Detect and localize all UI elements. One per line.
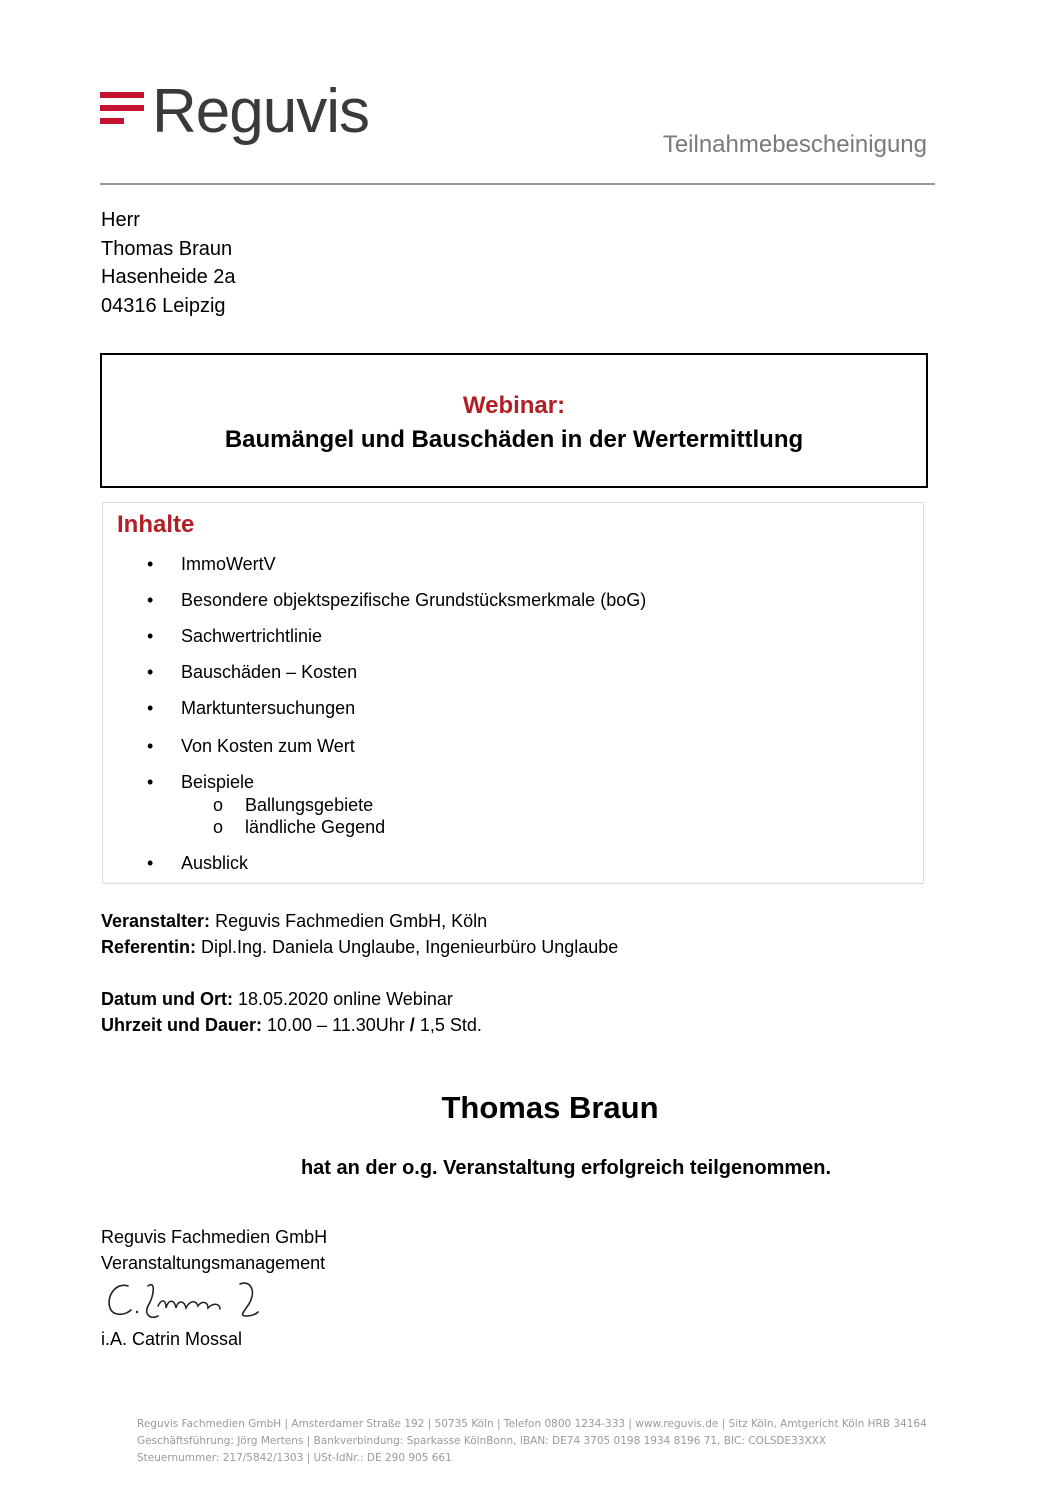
date-label: Datum und Ort:	[101, 989, 233, 1009]
list-item	[147, 772, 255, 793]
list-item-label: Bauschäden – Kosten	[181, 662, 358, 682]
footer-line-bank: Geschäftsführung: Jörg Mertens | Bankverbindung: Sparkasse KölnBonn, IBAN: DE74 3705 0198 1934 8196 71, BIC: COLSDE33XXX	[137, 1435, 827, 1447]
list-item	[147, 662, 358, 683]
logo-wordmark: Reguvis	[152, 77, 369, 146]
list-item-label: Ausblick	[181, 853, 249, 873]
time-label: Uhrzeit und Dauer:	[101, 1015, 263, 1035]
recipient-address	[101, 206, 236, 320]
handwritten-signature	[104, 1276, 260, 1324]
event-kind: Webinar:	[462, 392, 566, 419]
organizer-label: Veranstalter:	[101, 911, 211, 931]
list-item-label: ImmoWertV	[181, 554, 276, 574]
contents-box	[102, 502, 924, 884]
list-item	[147, 590, 647, 611]
list-item-label: Marktuntersuchungen	[181, 698, 356, 718]
bullet-icon: •	[147, 772, 154, 792]
contents-heading: Inhalte	[117, 511, 195, 538]
list-item	[147, 626, 323, 647]
event-title: Baumängel und Bauschäden in der Wertermittlung	[224, 426, 804, 453]
bullet-icon: •	[147, 736, 154, 756]
recipient-name: Thomas Braun	[101, 237, 233, 260]
participant-name: Thomas Braun	[441, 1090, 659, 1125]
date-value: 18.05.2020 online Webinar	[233, 989, 453, 1009]
logo-bars-icon	[100, 92, 144, 126]
speaker-label: Referentin:	[101, 937, 197, 957]
event-title-box	[100, 353, 928, 488]
recipient-salutation: Herr	[101, 209, 140, 231]
sub-list-item	[213, 817, 386, 838]
bullet-icon: •	[147, 853, 154, 873]
document-type: Teilnahmebescheinigung	[662, 131, 927, 158]
sub-list-item	[213, 795, 374, 816]
issuer-company: Reguvis Fachmedien GmbH	[101, 1227, 328, 1247]
reguvis-logo	[100, 77, 380, 156]
time-separator: /	[409, 1015, 415, 1035]
bullet-icon: •	[147, 662, 154, 682]
bullet-icon: •	[147, 698, 154, 718]
list-item-label: Von Kosten zum Wert	[181, 736, 355, 756]
bullet-icon: •	[147, 626, 154, 646]
bullet-icon: •	[147, 554, 154, 574]
organizer-line	[101, 908, 618, 934]
event-details-schedule	[101, 986, 482, 1038]
list-item-label: Beispiele	[181, 772, 255, 792]
list-item	[147, 698, 356, 719]
issuer-department: Veranstaltungsmanagement	[101, 1253, 326, 1273]
footer-line-tax: Steuernummer: 217/5842/1303 | USt-IdNr.: DE 290 905 661	[137, 1452, 452, 1464]
bullet-icon: •	[147, 590, 154, 610]
list-item	[147, 554, 276, 575]
time-line	[101, 1012, 482, 1038]
speaker-value: Dipl.Ing. Daniela Unglaube, Ingenieurbüro Unglaube	[196, 937, 619, 957]
footer	[137, 1416, 927, 1467]
list-item-label: Sachwertrichtlinie	[181, 626, 323, 646]
sub-list-item-label: ländliche Gegend	[245, 817, 386, 837]
recipient-city: 04316 Leipzig	[101, 294, 226, 317]
sub-list-item-label: Ballungsgebiete	[245, 795, 374, 815]
date-line	[101, 986, 482, 1012]
speaker-line	[101, 934, 618, 960]
event-details-organizer	[101, 908, 618, 960]
recipient-street: Hasenheide 2a	[101, 266, 236, 289]
header-divider	[100, 183, 935, 185]
duration-value: 1,5 Std.	[414, 1015, 482, 1035]
footer-line-address: Reguvis Fachmedien GmbH | Amsterdamer Straße 192 | 50735 Köln | Telefon 0800 1234-333 | www.reguvis.de | Sitz Köln, Amtgericht Köln HRB 34164	[137, 1418, 927, 1430]
issuer-block	[101, 1224, 327, 1276]
circle-bullet-icon: o	[213, 817, 224, 837]
participation-statement: hat an der o.g. Veranstaltung erfolgreich teilgenommen.	[300, 1157, 832, 1179]
time-value: 10.00 – 11.30Uhr	[262, 1015, 410, 1035]
circle-bullet-icon: o	[213, 795, 224, 815]
organizer-value: Reguvis Fachmedien GmbH, Köln	[210, 911, 488, 931]
list-item-label: Besondere objektspezifische Grundstücksmerkmale (boG)	[181, 590, 647, 610]
list-item	[147, 853, 249, 874]
list-item	[147, 736, 355, 757]
signer-name: i.A. Catrin Mossal	[101, 1329, 243, 1349]
